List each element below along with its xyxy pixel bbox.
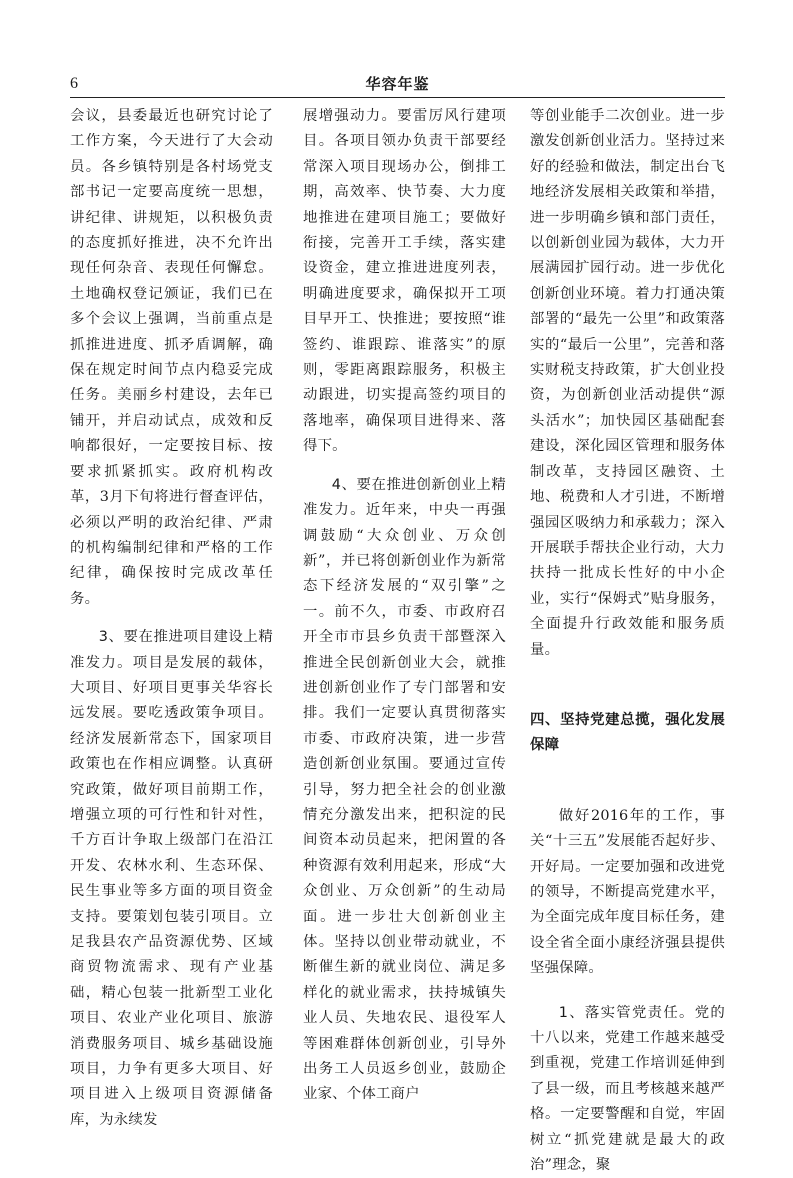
text-column-2: [303, 104, 506, 1108]
subheading-inline: 3、要在推进项目建设上精准发力。: [70, 629, 273, 671]
paragraph-gap: [530, 982, 725, 1001]
paragraph: [303, 473, 506, 1108]
subheading-inline: 1、落实管党责任。: [558, 1004, 695, 1021]
page-number: 6: [70, 75, 78, 92]
text-column-1: [70, 104, 273, 1133]
paragraph: 会议，县委最近也研究讨论了工作方案，今天进行了大会动员。各乡镇特别是各村场党支部书记一定要高度统一思想，讲纪律、讲规矩，以积极负责的态度抓好推进，决不允许出现任何杂音、表现任何懈怠。土地确权登记颁证，我们已在多个会议上强调，当前重点是抓推进进度、抓矛盾调解，确保在规定时间节点内稳妥完成任务。美丽乡村建设，去年已铺开，并启动试点，成效和反响都很好，一定要按目标、按要求抓紧抓实。政府机构改革，3月下旬将进行督查评估，必须以严明的政治纪律、严肃的机构编制纪律和严格的工作纪律，确保按时完成改革任务。: [70, 108, 273, 607]
paragraph-text: 项目是发展的载体，大项目、好项目更事关华容长远发展。要吃透政策争项目。经济发展新常态下，国家项目政策也在作相应调整。认真研究政策，做好项目前期工作，增强立项的可行性和针对性，千方百计争取上级部门在沿江开发、农林水利、生态环保、民生事业等多方面的项目资金支持。要策划包装引项目。立足我县农产品资源优势、区域商贸物流需求、现有产业基础，精心包装一批新型工业化项目、农业产业化项目、旅游消费服务项目、城乡基础设施项目，力争有更多大项目、好项目进入上级项目资源储备库，为永续发: [70, 654, 273, 1128]
paragraph: [530, 1001, 725, 1178]
running-title: 华容年鉴: [365, 75, 430, 93]
paragraph-gap: [530, 663, 725, 708]
section-heading: 四、坚持党建总揽，强化发展保障: [530, 711, 725, 754]
paragraph: 做好2016年的工作，事关“十三五”发展能否起好步、开好局。一定要加强和改进党的领导，不断提高党建水平，为全面完成年度目标任务，建设全省全面小康经济强县提供坚强保障。: [530, 807, 725, 977]
subheading-inline: 4、要在推进创新创业上精准发力。: [303, 476, 506, 519]
paragraph-text: 近年来，中央一再强调鼓励“大众创业、万众创新”，并已将创新创业作为新常态下经济发展的“双引擎”之一。前不久，市委、市政府召开全市市县乡负责干部暨深入推进全民创新创业大会，就推进创新创业作了专门部署和安排。我们一定要认真贯彻落实市委、市政府决策，进一步营造创新创业氛围。要通过宣传引导，努力把全社会的创业激情充分激发出来，把积淀的民间资本动员起来，把闲置的各种资源有效利用起来，形成“大众创业、万众创新”的生动局面。进一步壮大创新创业主体。坚持以创业带动就业，不断催生新的就业岗位、满足多样化的就业需求，扶持城镇失业人员、失地农民、退役军人等困难群体创新创业，引导外出务工人员返乡创业，鼓励企业家、个体工商户: [303, 502, 506, 1103]
paragraph: 等创业能手二次创业。进一步激发创新创业活力。坚持过来好的经验和做法，制定出台飞地经济发展相关政策和举措，进一步明确乡镇和部门责任，以创新创业园为载体，大力开展满园扩园行动。进一步优化创新创业环境。着力打通决策部署的“最先一公里”和政策落实的“最后一公里”，完善和落实财税支持政策，扩大创业投资，为创新创业活动提供“源头活水”；加快园区基础配套建设，深化园区管理和服务体制改革，支持园区融资、土地、税费和人才引进，不断增强园区吸纳力和承载力；深入开展联手帮扶企业行动，大力扶持一批成长性好的中小企业，实行“保姆式”贴身服务，全面提升行政效能和服务质量。: [530, 108, 725, 658]
page-header: [70, 74, 725, 94]
text-column-3: [530, 104, 725, 1178]
paragraph-text: 党的十八以来，党建工作越来越受到重视，党建工作培训延伸到了县一级，而且考核越来越严格。一定要警醒和自觉，牢固树立“抓党建就是最大的政治”理念，聚: [530, 1004, 725, 1174]
header-rule: [70, 97, 725, 98]
paragraph-gap: [530, 759, 725, 804]
paragraph: [70, 625, 273, 1133]
paragraph-gap: [303, 460, 506, 473]
paragraph-gap: [70, 612, 273, 625]
paragraph: 展增强动力。要雷厉风行建项目。各项目领办负责干部要经常深入项目现场办公，倒排工期，高效率、快节奏、大力度地推进在建项目施工；要做好衔接，完善开工手续，落实建设资金，建立推进进度列表，明确进度要求，确保拟开工项目早开工、快推进；要按照“谁签约、谁跟踪、谁落实”的原则，零距离跟踪服务，积极主动跟进，切实提高签约项目的落地率，确保项目进得来、落得下。: [303, 108, 506, 455]
